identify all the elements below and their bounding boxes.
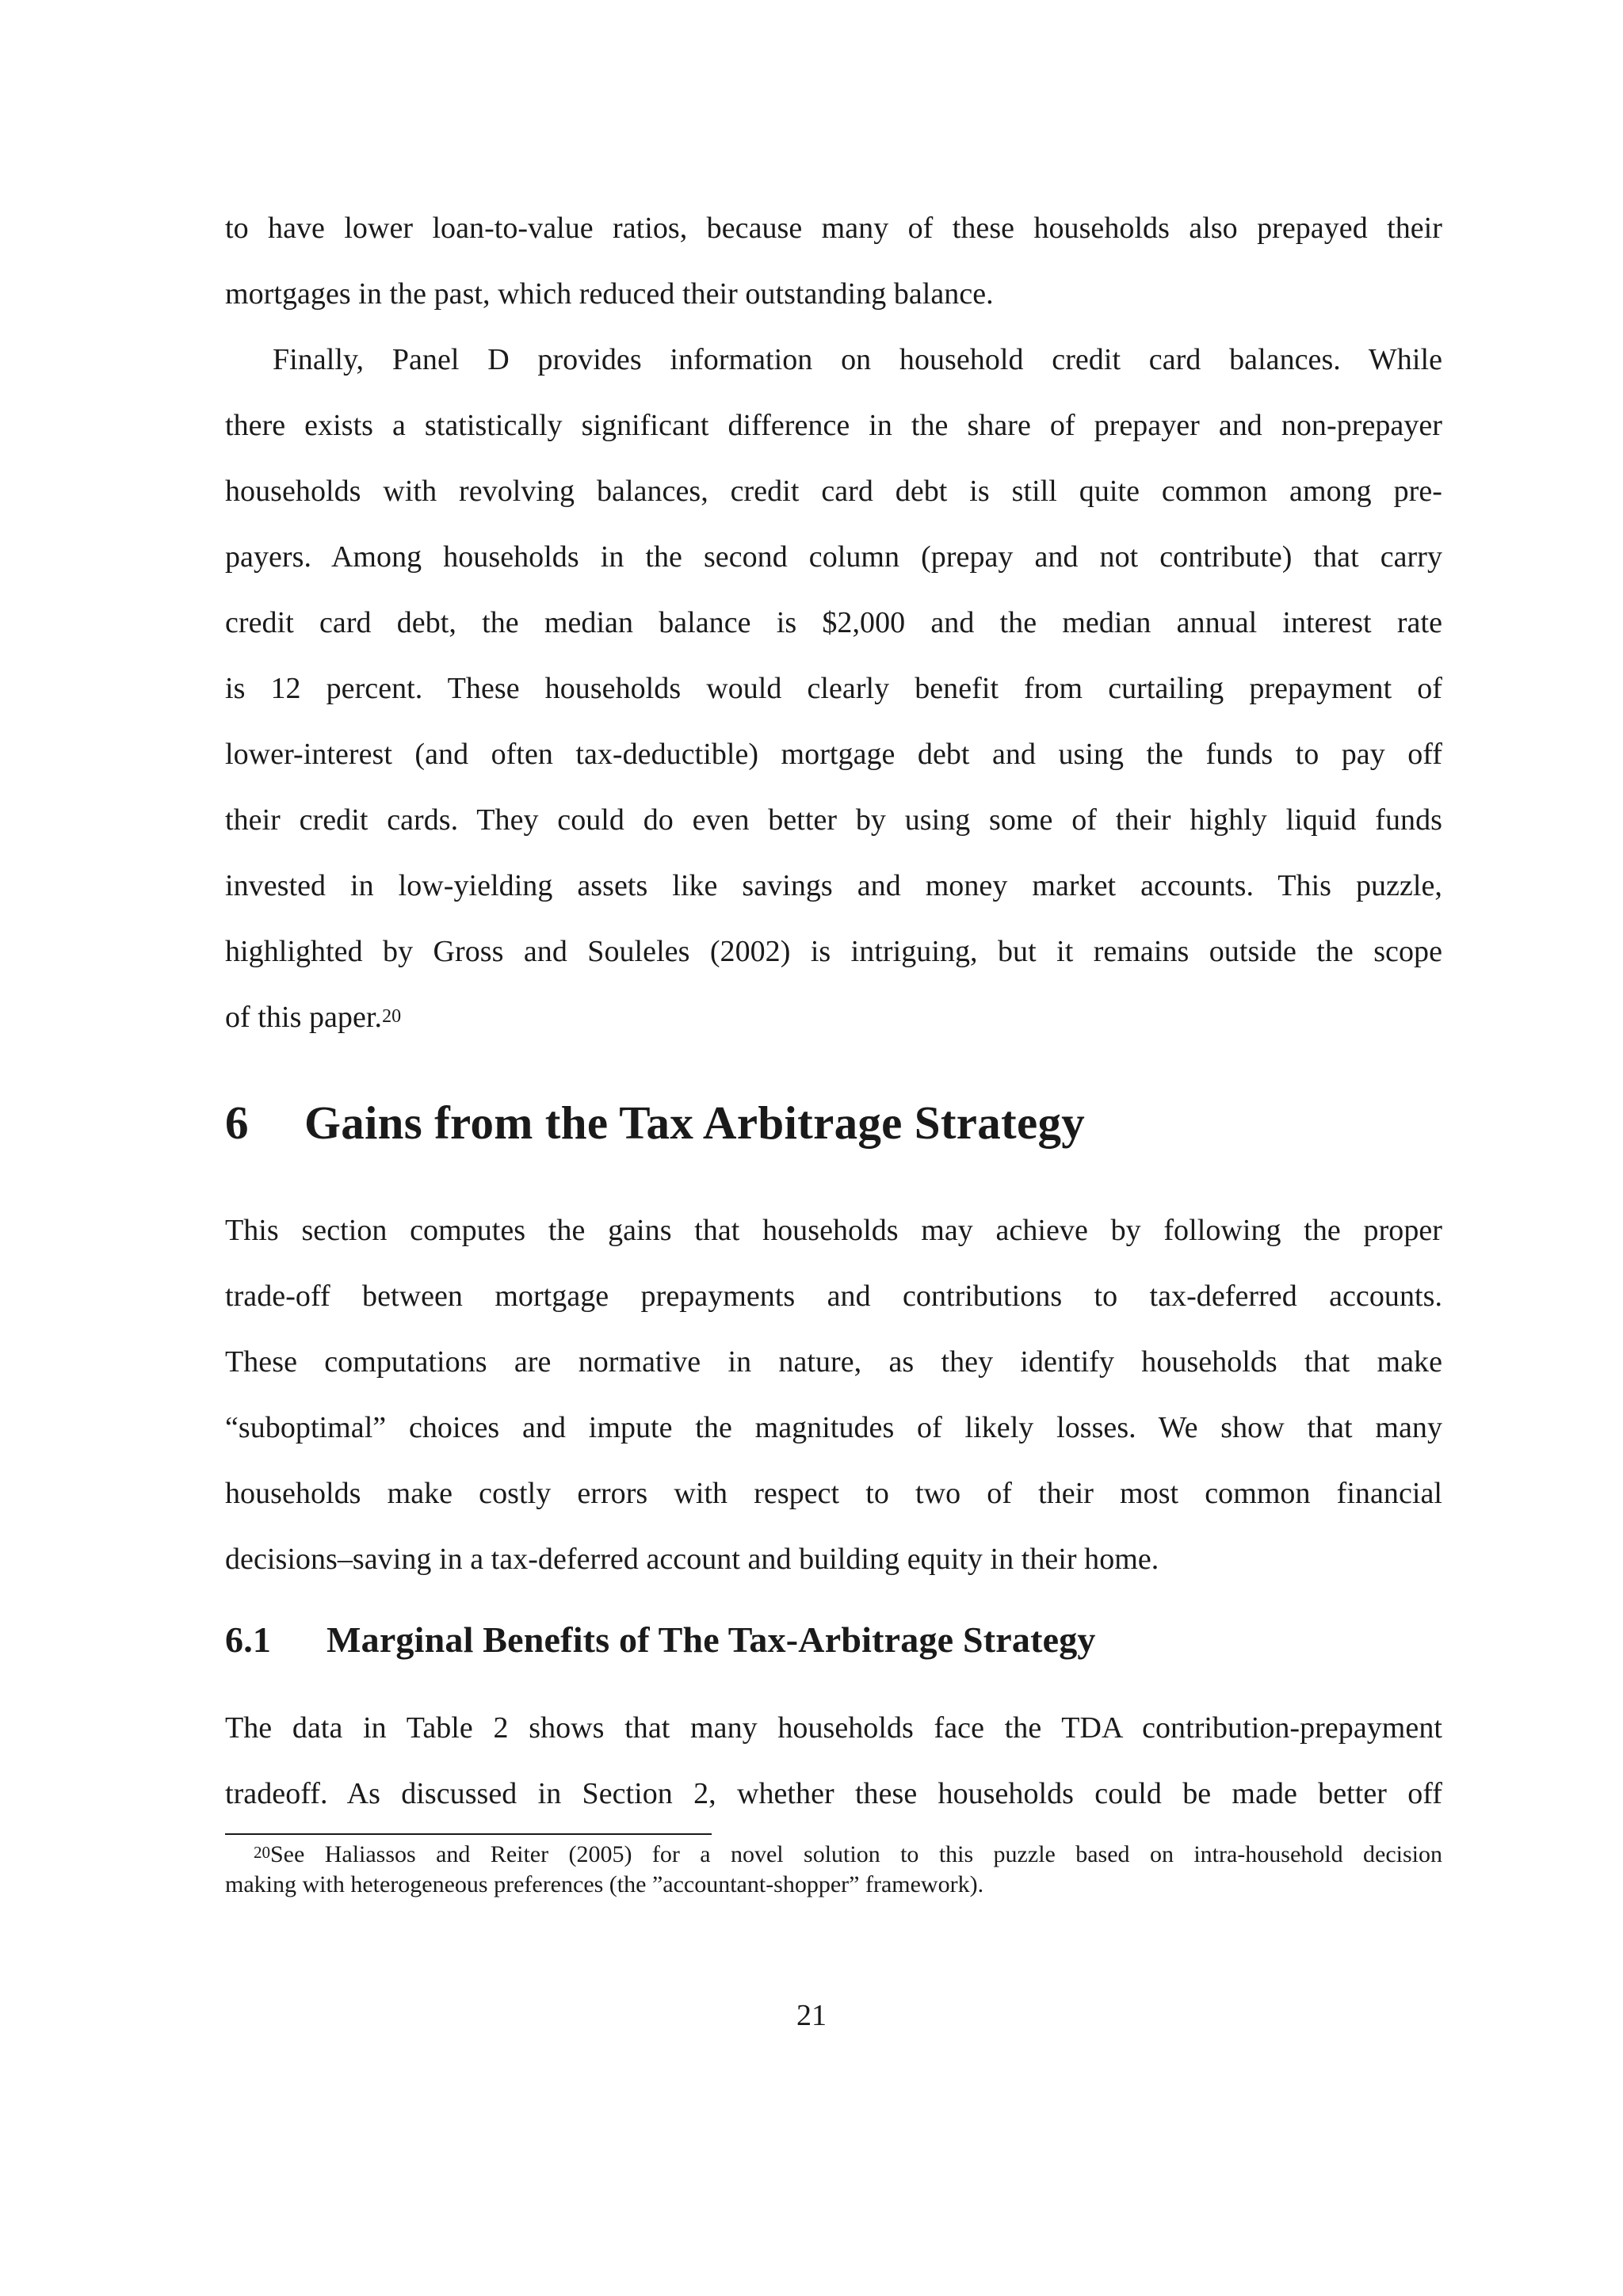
section-heading <box>225 1095 1442 1150</box>
text-line: there exists a statistically significant difference in the share of prepayer and non-prepayer <box>225 409 1442 442</box>
paragraph-section-intro <box>225 1198 1442 1592</box>
footnote-reference[interactable]: 20 <box>382 1006 402 1027</box>
subsection-number: 6.1 <box>225 1619 272 1660</box>
text-line: their credit cards. They could do even better by using some of their highly liquid funds <box>225 803 1442 837</box>
paragraph-table2 <box>225 1695 1442 1827</box>
text-line: decisions–saving in a tax-deferred account and building equity in their home. <box>225 1543 1159 1576</box>
text-line: mortgages in the past, which reduced their outstanding balance. <box>225 277 994 311</box>
text-line: credit card debt, the median balance is $2,000 and the median annual interest rate <box>225 606 1442 639</box>
text-line: of this paper. <box>225 1001 383 1034</box>
subsection-title: Marginal Benefits of The Tax-Arbitrage Strategy <box>327 1619 1096 1660</box>
text-line: payers. Among households in the second column (prepay and not contribute) that carry <box>225 540 1442 574</box>
paragraph-credit-card <box>225 327 1442 1051</box>
section-title: Gains from the Tax Arbitrage Strategy <box>304 1097 1086 1149</box>
paragraph-continuation <box>225 196 1442 327</box>
text-line: These computations are normative in nature, as they identify households that make <box>225 1345 1442 1379</box>
text-line: is 12 percent. These households would clearly benefit from curtailing prepayment of <box>225 672 1442 705</box>
text-line: households with revolving balances, credit card debt is still quite common among pre- <box>225 475 1442 508</box>
page-number: 21 <box>796 1999 827 2032</box>
text-line: tradeoff. As discussed in Section 2, whether these households could be made better off <box>225 1777 1442 1810</box>
footnote <box>225 1840 1442 1900</box>
section-number: 6 <box>225 1097 249 1149</box>
text-line: households make costly errors with respect to two of their most common financial <box>225 1477 1442 1510</box>
text-line: highlighted by Gross and Souleles (2002) is intriguing, but it remains outside the scope <box>225 935 1442 968</box>
footnote-text: See Haliassos and Reiter (2005) for a novel solution to this puzzle based on intra-household decision <box>270 1841 1442 1867</box>
text-line: Finally, Panel D provides information on household credit card balances. While <box>273 343 1442 376</box>
footnote-line <box>225 1840 1442 1870</box>
text-line: trade-off between mortgage prepayments and contributions to tax-deferred accounts. <box>225 1280 1442 1313</box>
subsection-heading <box>225 1618 1442 1662</box>
footnote-divider <box>225 1833 712 1835</box>
footnote-marker: 20 <box>254 1843 270 1862</box>
text-line: “suboptimal” choices and impute the magnitudes of likely losses. We show that many <box>225 1411 1442 1444</box>
text-line-with-footnote <box>225 985 1442 1051</box>
text-line: lower-interest (and often tax-deductible) mortgage debt and using the funds to pay off <box>225 738 1442 771</box>
text-line: The data in Table 2 shows that many households face the TDA contribution-prepayment <box>225 1711 1442 1745</box>
text-line: This section computes the gains that households may achieve by following the proper <box>225 1214 1442 1247</box>
footnote-line: making with heterogeneous preferences (the ”accountant-shopper” framework). <box>225 1871 984 1897</box>
text-line: to have lower loan-to-value ratios, because many of these households also prepayed their <box>225 212 1442 245</box>
text-line: invested in low-yielding assets like savings and money market accounts. This puzzle, <box>225 869 1442 902</box>
